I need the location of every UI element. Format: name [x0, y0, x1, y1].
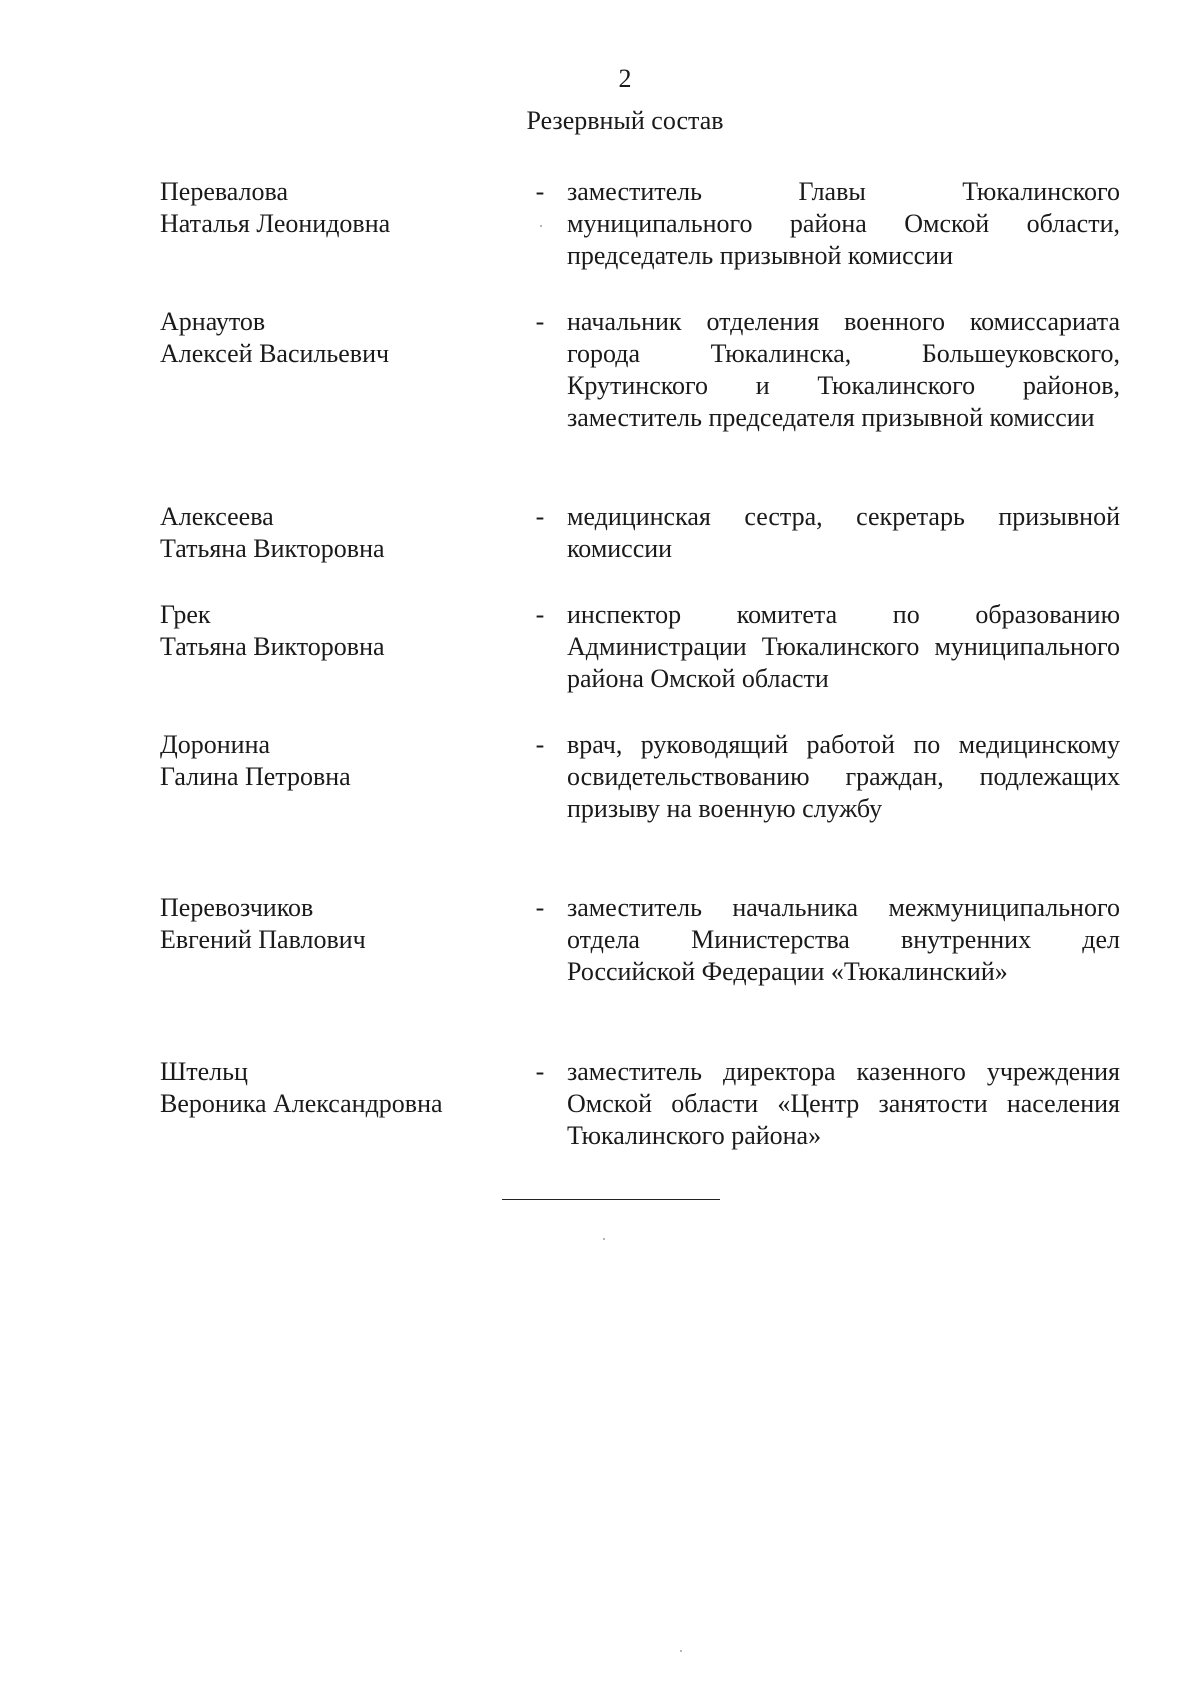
page-number: 2: [618, 64, 632, 93]
member-surname: Арнаутов: [160, 307, 266, 336]
member-role: инспектор комитета по образованию Администрации Тюкалинского муниципального района Омской области: [567, 600, 1120, 693]
section-title: Резервный состав: [526, 106, 724, 135]
member-name: [160, 599, 520, 663]
member-given-names: Татьяна Викторовна: [160, 534, 385, 563]
member-given-names: Вероника Александровна: [160, 1089, 443, 1118]
member-name: [160, 501, 520, 565]
member-surname: Перевозчиков: [160, 893, 314, 922]
member-name: [160, 892, 520, 956]
member-surname: Грек: [160, 600, 211, 629]
scan-speck: [540, 225, 542, 227]
scan-speck: [603, 1238, 605, 1240]
member-role: медицинская сестра, секретарь призывной комиссии: [567, 502, 1120, 563]
member-name: [160, 729, 520, 793]
member-role: начальник отделения военного комиссариата города Тюкалинска, Большеуковского, Крутинского и Тюкалинского районов, заместитель председателя призывной комиссии: [567, 307, 1120, 432]
member-name: [160, 1056, 520, 1120]
member-given-names: Евгений Павлович: [160, 925, 366, 954]
member-role: заместитель начальника межмуниципального отдела Министерства внутренних дел Российской Федерации «Тюкалинский»: [567, 893, 1120, 986]
member-role: врач, руководящий работой по медицинскому освидетельствованию граждан, подлежащих призыву на военную службу: [567, 730, 1120, 823]
member-name: [160, 306, 520, 370]
member-dash: -: [535, 307, 545, 336]
member-given-names: Татьяна Викторовна: [160, 632, 385, 661]
member-surname: Доронина: [160, 730, 271, 759]
member-surname: Штельц: [160, 1057, 248, 1086]
member-role: заместитель Главы Тюкалинского муниципального района Омской области, председатель призывной комиссии: [567, 177, 1120, 270]
member-name: [160, 176, 520, 240]
member-dash: -: [535, 502, 545, 531]
member-dash: -: [535, 730, 545, 759]
member-given-names: Алексей Васильевич: [160, 339, 390, 368]
member-surname: Перевалова: [160, 177, 289, 206]
member-dash: -: [535, 893, 545, 922]
member-given-names: Галина Петровна: [160, 762, 351, 791]
scan-speck: [680, 1650, 682, 1652]
member-given-names: Наталья Леонидовна: [160, 209, 391, 238]
member-dash: -: [535, 1057, 545, 1086]
member-dash: -: [535, 600, 545, 629]
closing-rule: [502, 1199, 720, 1200]
member-dash: -: [535, 177, 545, 206]
member-surname: Алексеева: [160, 502, 274, 531]
member-role: заместитель директора казенного учреждения Омской области «Центр занятости населения Тюкалинского района»: [567, 1057, 1120, 1150]
